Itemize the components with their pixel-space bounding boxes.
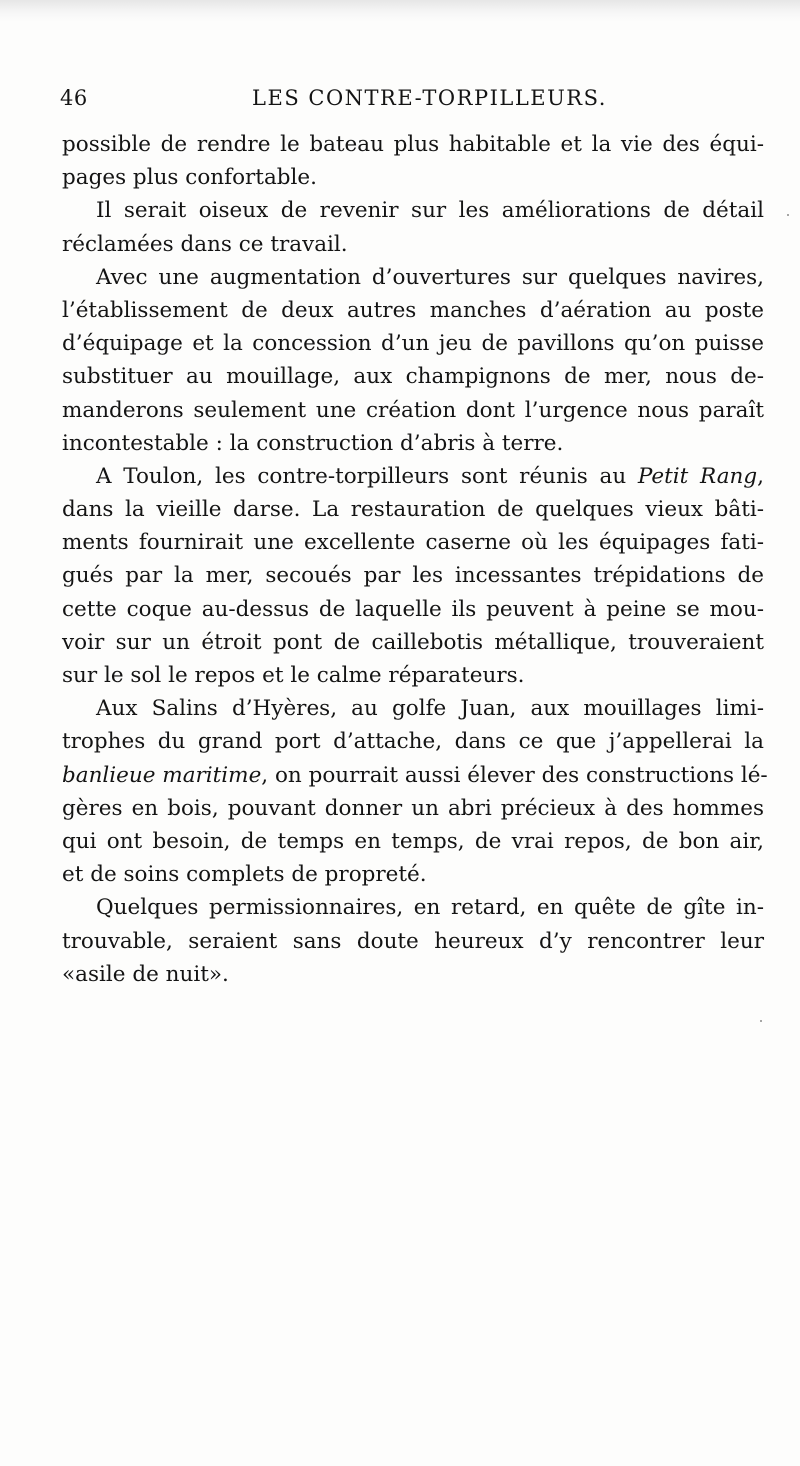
text-line: Quelques permissionnaires, en retard, en quête de gîte in- bbox=[96, 895, 764, 921]
text-line: pages plus confortable. bbox=[62, 165, 317, 191]
text-line: d’équipage et la concession d’un jeu de pavillons qu’on puisse bbox=[62, 331, 764, 357]
text-line: ments fournirait une excellente caserne où les équipages fati- bbox=[62, 530, 764, 556]
text-line: trouvable, seraient sans doute heureux d’y rencontrer leur bbox=[62, 928, 764, 954]
text-line: voir sur un étroit pont de caillebotis métallique, trouveraient bbox=[62, 629, 764, 655]
text-line: trophes du grand port d’attache, dans ce que j’appellerai la bbox=[62, 729, 764, 755]
text-line: substituer au mouillage, aux champignons de mer, nous de- bbox=[62, 364, 764, 390]
text-line bbox=[62, 460, 764, 493]
text-line: qui ont besoin, de temps en temps, de vrai repos, de bon air, bbox=[62, 828, 764, 854]
text-line: dans la vieille darse. La restauration de quelques vieux bâti- bbox=[62, 497, 764, 523]
text-line: sur le sol le repos et le calme réparateurs. bbox=[62, 663, 525, 688]
running-header bbox=[60, 86, 765, 116]
text-line: gués par la mer, secoués par les incessantes trépidations de bbox=[62, 563, 764, 589]
scan-speck bbox=[787, 214, 789, 216]
text-line: cette coque au-dessus de laquelle ils peuvent à peine se mou- bbox=[62, 596, 764, 622]
text-line: réclamées dans ce travail. bbox=[62, 231, 348, 257]
text-line: «asile de nuit». bbox=[62, 961, 229, 987]
text-line: Avec une augmentation d’ouvertures sur quelques navires, bbox=[96, 264, 764, 290]
text-line: gères en bois, pouvant donner un abri précieux à des hommes bbox=[62, 795, 764, 821]
text-line: Il serait oiseux de revenir sur les améliorations de détail bbox=[96, 198, 764, 224]
text-line: incontestable : la construction d’abris à terre. bbox=[62, 430, 564, 456]
scan-speck bbox=[760, 1020, 762, 1022]
body-text bbox=[62, 128, 768, 991]
scan-edge-shadow bbox=[0, 0, 800, 22]
italic-phrase: Petit Rang bbox=[637, 463, 758, 489]
running-title: LES CONTRE-TORPILLEURS. bbox=[252, 86, 607, 110]
text-line: manderons seulement une création dont l’urgence nous paraît bbox=[62, 397, 764, 423]
line-text: , bbox=[757, 463, 764, 489]
text-line bbox=[62, 759, 768, 792]
line-text: A Toulon, les contre-torpilleurs sont réunis au bbox=[96, 463, 638, 489]
text-line: l’établissement de deux autres manches d’aération au poste bbox=[62, 297, 764, 323]
text-line: possible de rendre le bateau plus habitable et la vie des équi- bbox=[62, 132, 764, 157]
text-line: et de soins complets de propreté. bbox=[62, 862, 427, 888]
text-line: Aux Salins d’Hyères, au golfe Juan, aux mouillages limi- bbox=[96, 696, 764, 722]
italic-phrase: banlieue maritime bbox=[62, 762, 262, 788]
line-text: , on pourrait aussi élever des constructions lé- bbox=[261, 762, 768, 788]
page-number: 46 bbox=[60, 86, 88, 110]
